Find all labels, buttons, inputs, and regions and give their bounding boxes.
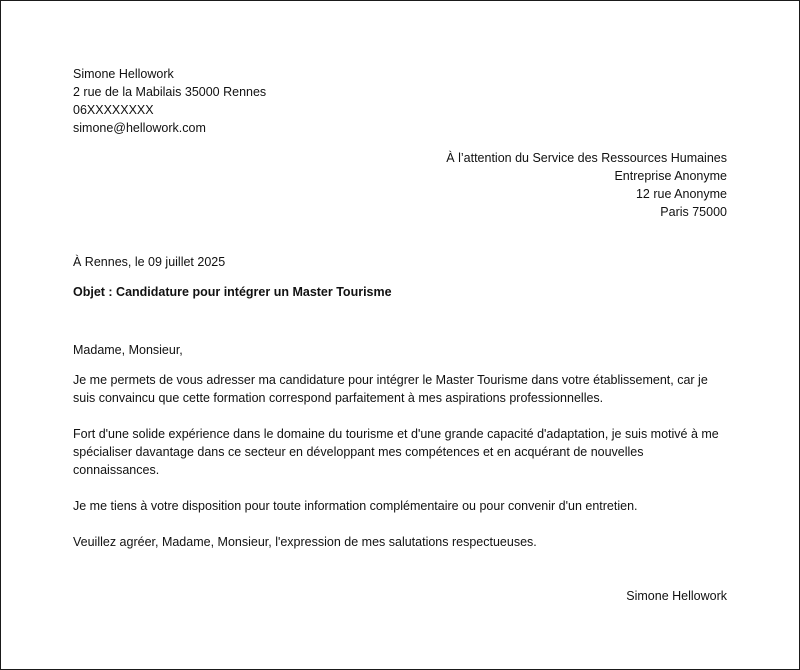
body-paragraph-2: Fort d'une solide expérience dans le domaine du tourisme et d'une grande capacité d'adaptation, je suis motivé à me spécialiser davantage dans ce secteur en développant mes compétences et en acquérant de nouvelles connaissances. [73, 427, 719, 477]
recipient-city: Paris 75000 [660, 205, 727, 219]
sender-block [73, 65, 727, 137]
closing-formula: Veuillez agréer, Madame, Monsieur, l'expression de mes salutations respectueuses. [73, 535, 537, 549]
body-paragraph-1: Je me permets de vous adresser ma candidature pour intégrer le Master Tourisme dans votre établissement, car je suis convaincu que cette formation correspond parfaitement à mes aspirations professionnelles. [73, 373, 708, 405]
sender-email: simone@hellowork.com [73, 121, 206, 135]
signature: Simone Hellowork [626, 589, 727, 603]
greeting: Madame, Monsieur, [73, 343, 183, 357]
recipient-attention: À l’attention du Service des Ressources Humaines [446, 151, 727, 165]
sender-phone: 06XXXXXXXX [73, 103, 154, 117]
sender-address: 2 rue de la Mabilais 35000 Rennes [73, 85, 267, 99]
letter-content [73, 65, 727, 605]
recipient-street: 12 rue Anonyme [635, 187, 727, 201]
sender-name: Simone Hellowork [73, 67, 174, 81]
subject-line: Objet : Candidature pour intégrer un Master Tourisme [73, 285, 392, 299]
body-paragraph-3: Je me tiens à votre disposition pour toute information complémentaire ou pour convenir d'un entretien. [73, 499, 638, 513]
recipient-company: Entreprise Anonyme [614, 169, 727, 183]
recipient-block [73, 149, 727, 221]
date-line: À Rennes, le 09 juillet 2025 [73, 255, 226, 269]
